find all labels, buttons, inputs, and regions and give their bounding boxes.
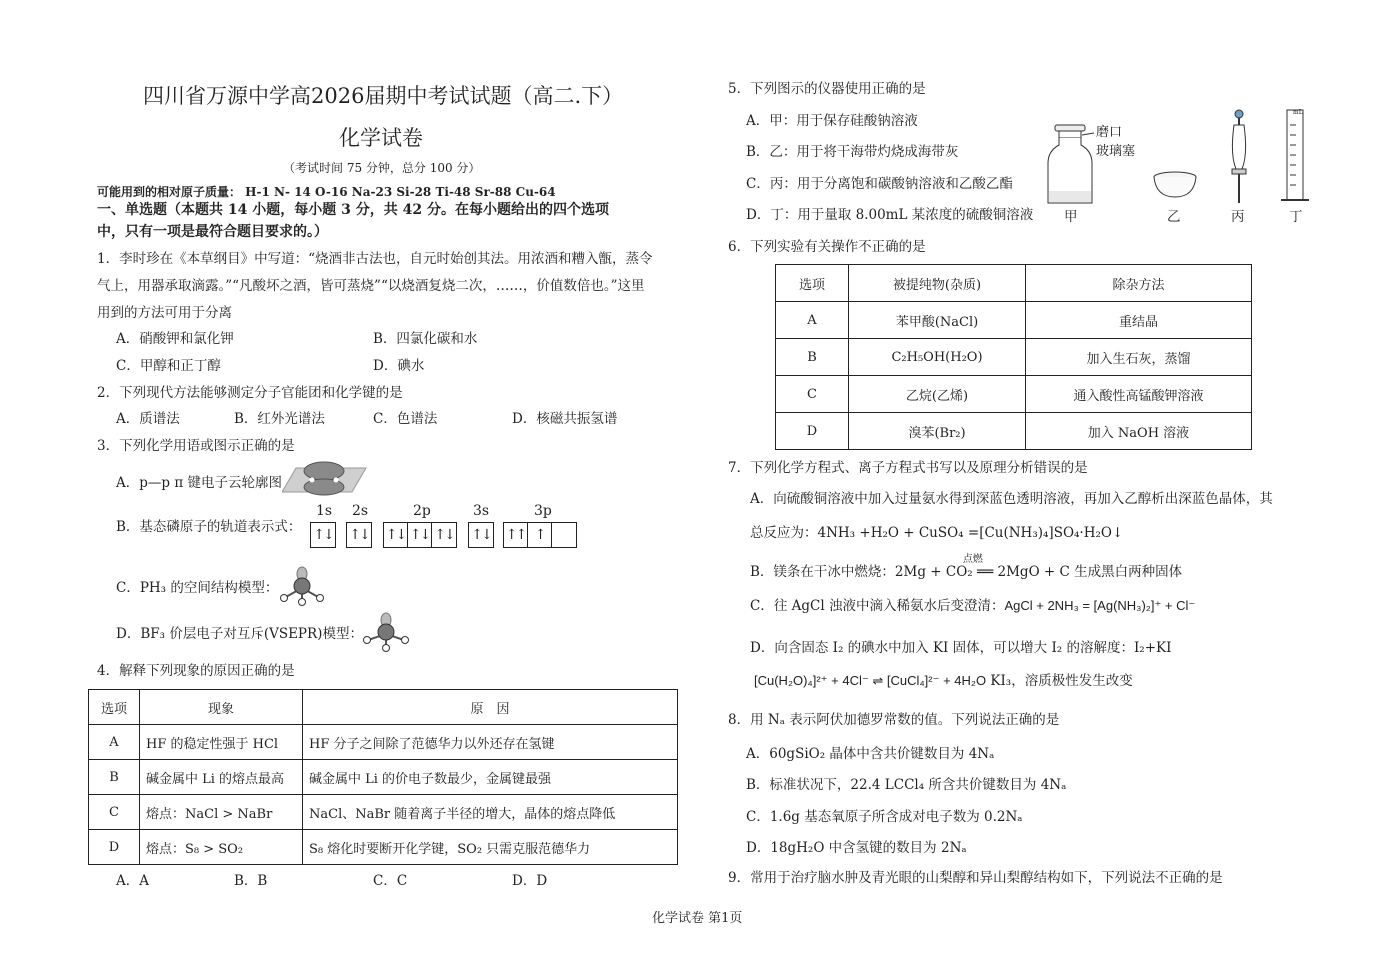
q2-option-b: B．红外光谱法 — [234, 411, 325, 427]
table-header-cell: 被提纯物(杂质) — [849, 265, 1026, 302]
evaporating-dish-icon — [1154, 172, 1196, 197]
q7-option-d-tail: KI₃，溶质极性发生改变 — [990, 673, 1133, 689]
table-header-row — [89, 690, 678, 725]
orbital-cell: ↑↓ — [313, 527, 333, 543]
page-title: 四川省万源中学高2026届期中考试试题（高二.下） — [143, 84, 624, 108]
table-cell: D — [776, 413, 849, 450]
table-cell: B — [776, 339, 849, 376]
q8-option-b: B．标准状况下，22.4 LCCl₄ 所含共价键数目为 4Nₐ — [746, 777, 1067, 793]
q3-stem: 3．下列化学用语或图示正确的是 — [97, 438, 295, 454]
table-cell: 通入酸性高锰酸钾溶液 — [1026, 376, 1252, 413]
table-header-cell: 现象 — [140, 690, 303, 725]
table-cell: S₈ 熔化时要断开化学键，SO₂ 只需克服范德华力 — [303, 830, 678, 865]
reagent-bottle-icon — [1048, 125, 1092, 203]
orbital-cell — [552, 523, 576, 547]
page-footer: 化学试卷 第1页 — [652, 911, 743, 926]
stopper-label-2: 玻璃塞 — [1096, 144, 1136, 159]
orbital-label-3s: 3s — [473, 503, 490, 519]
orbital-cell: ↑↓ — [384, 523, 408, 547]
page-subtitle: 化学试卷 — [339, 126, 423, 150]
table-cell: 溴苯(Br₂) — [849, 413, 1026, 450]
q7-option-b-equation: 2Mg + CO₂ ══ 2MgO + C — [894, 564, 1070, 580]
orbital-label-2p: 2p — [413, 503, 431, 519]
table-row — [89, 795, 678, 830]
table-header-cell: 选项 — [776, 265, 849, 302]
q2-option-d: D．核磁共振氢谱 — [512, 411, 618, 427]
q1-line-3: 用到的方法可用于分离 — [97, 305, 232, 321]
q1-line-1: 1．李时珍在《本草纲目》中写道：“烧酒非古法也，自元时始创其法。用浓酒和糟入甑，蒸令 — [97, 251, 653, 267]
section-heading-1: 一、单选题（本题共 14 小题，每小题 3 分，共 42 分。在每小题给出的四个选项 — [97, 202, 609, 218]
q5-option-b: B．乙：用于将干海带灼烧成海带灰 — [746, 144, 959, 160]
table-cell: HF 的稳定性强于 HCl — [140, 725, 303, 760]
q7-option-b — [750, 554, 1183, 581]
apparatus-label-ding: 丁 — [1289, 209, 1303, 225]
q7-option-d-equation: [Cu(H₂O)₄]²⁺ + 4Cl⁻ ⇌ [CuCl₄]²⁻ + 4H₂O — [754, 673, 987, 688]
q5-stem: 5．下列图示的仪器使用正确的是 — [728, 81, 926, 97]
q9-stem: 9．常用于治疗脑水肿及青光眼的山梨醇和异山梨醇结构如下，下列说法不正确的是 — [728, 870, 1223, 886]
table-cell: C — [89, 795, 140, 830]
table-row — [776, 376, 1252, 413]
q4-stem: 4．解释下列现象的原因正确的是 — [97, 663, 295, 679]
table-cell: NaCl、NaBr 随着离子半径的增大，晶体的熔点降低 — [303, 795, 678, 830]
q4-option-b: B．B — [234, 873, 268, 889]
table-cell: 碱金属中 Li 的熔点最高 — [140, 760, 303, 795]
table-row — [776, 302, 1252, 339]
q4-table — [88, 689, 678, 865]
table-row — [776, 339, 1252, 376]
orbital-box-2p — [383, 522, 457, 548]
table-row — [89, 760, 678, 795]
q2-option-a: A．质谱法 — [116, 411, 180, 427]
separatory-funnel-icon — [1232, 110, 1246, 203]
table-cell: 碱金属中 Li 的价电子数最少，金属键最强 — [303, 760, 678, 795]
q7-option-b-condition: 点燃 — [962, 554, 983, 565]
table-cell: C — [776, 376, 849, 413]
cylinder-unit-label: mL — [1293, 109, 1303, 116]
table-cell: D — [89, 830, 140, 865]
orbital-cell: ↑↓ — [434, 527, 454, 543]
q5-option-a: A．甲：用于保存硅酸钠溶液 — [746, 113, 918, 129]
orbital-cell: ↑ — [528, 523, 552, 547]
q8-option-d: D．18gH₂O 中含氢键的数目为 2Nₐ — [746, 840, 967, 856]
table-header-cell: 除杂方法 — [1026, 265, 1252, 302]
apparatus-label-bing: 丙 — [1231, 209, 1245, 225]
table-header-cell: 选项 — [89, 690, 140, 725]
q3-option-b: B．基态磷原子的轨道表示式： — [116, 519, 302, 535]
table-cell: 重结晶 — [1026, 302, 1252, 339]
apparatus-label-yi: 乙 — [1167, 209, 1181, 225]
q7-option-b-equation-wrap — [894, 554, 1070, 581]
pi-bond-cloud-diagram — [282, 460, 368, 496]
orbital-label-2s: 2s — [352, 503, 369, 519]
orbital-cell: ↑↓ — [408, 523, 432, 547]
q5-option-d: D．丁：用于量取 8.00mL 某浓度的硫酸铜溶液 — [746, 207, 1034, 223]
q7-stem: 7．下列化学方程式、离子方程式书写以及原理分析错误的是 — [728, 460, 1088, 476]
table-row — [776, 413, 1252, 450]
apparatus-label-jia: 甲 — [1064, 209, 1078, 225]
q8-option-c: C．1.6g 基态氧原子所含成对电子数为 0.2Nₐ — [746, 809, 1023, 825]
q4-option-a: A．A — [116, 873, 149, 889]
q7-option-d-line-1: D．向含固态 I₂ 的碘水中加入 KI 固体，可以增大 I₂ 的溶解度：I₂+KI — [750, 640, 1172, 656]
table-row — [89, 830, 678, 865]
stopper-label-1: 磨口 — [1096, 125, 1123, 140]
table-header-cell: 原 因 — [303, 690, 678, 725]
table-cell: A — [89, 725, 140, 760]
q3-option-d: D．BF₃ 价层电子对互斥(VSEPR)模型： — [116, 626, 363, 642]
q7-option-d-line-2 — [754, 672, 1133, 690]
q5-option-c: C．丙：用于分离饱和碳酸钠溶液和乙酸乙酯 — [746, 176, 1013, 192]
table-cell: 苯甲酸(NaCl) — [849, 302, 1026, 339]
section-heading-2: 中，只有一项是最符合题目要求的。） — [97, 224, 328, 240]
graduated-cylinder-icon — [1281, 110, 1309, 200]
orbital-cell: ↑↓ — [471, 527, 491, 543]
table-header-row — [776, 265, 1252, 302]
q4-option-d: D．D — [512, 873, 548, 889]
q4-option-c: C．C — [373, 873, 408, 889]
orbital-cell: ↑↑ — [504, 523, 528, 547]
q7-option-a-line-2: 总反应为：4NH₃ +H₂O + CuSO₄ =[Cu(NH₃)₄]SO₄·H₂O↓ — [750, 525, 1124, 541]
q8-option-a: A．60gSiO₂ 晶体中含共价键数目为 4Nₐ — [746, 746, 995, 762]
q7-option-c-text: C．往 AgCl 浊液中滴入稀氨水后变澄清： — [750, 598, 1005, 614]
q1-option-c: C．甲醇和正丁醇 — [116, 358, 221, 374]
orbital-cell: ↑↓ — [349, 527, 369, 543]
q1-line-2: 气上，用器承取滴露。”“凡酸坏之酒，皆可蒸烧”“以烧酒复烧二次，……，价值数倍也。”这里 — [97, 278, 645, 294]
q7-option-b-text: B．镁条在干冰中燃烧： — [750, 564, 895, 580]
table-cell: 熔点：S₈ > SO₂ — [140, 830, 303, 865]
exam-time-info: （考试时间 75 分钟，总分 100 分） — [283, 161, 481, 175]
table-cell: 熔点：NaCl > NaBr — [140, 795, 303, 830]
ph3-molecule-model — [276, 564, 328, 606]
orbital-box-3p — [503, 522, 577, 548]
q6-stem: 6．下列实验有关操作不正确的是 — [728, 239, 926, 255]
orbital-label-1s: 1s — [316, 503, 333, 519]
q1-option-a: A．硝酸钾和氯化钾 — [116, 331, 234, 347]
bf3-vsepr-model — [360, 610, 412, 652]
q3-option-c: C．PH₃ 的空间结构模型： — [116, 580, 279, 596]
q8-stem: 8．用 Nₐ 表示阿伏加德罗常数的值。下列说法正确的是 — [728, 712, 1060, 728]
table-cell: 加入 NaOH 溶液 — [1026, 413, 1252, 450]
q6-table — [775, 264, 1252, 450]
table-cell: HF 分子之间除了范德华力以外还存在氢键 — [303, 725, 678, 760]
table-row — [89, 725, 678, 760]
table-cell: 加入生石灰，蒸馏 — [1026, 339, 1252, 376]
q2-option-c: C．色谱法 — [373, 411, 438, 427]
q1-option-d: D．碘水 — [373, 358, 425, 374]
orbital-label-3p: 3p — [534, 503, 552, 519]
table-cell: B — [89, 760, 140, 795]
orbital-box-1s — [310, 522, 336, 548]
table-cell: 乙烷(乙烯) — [849, 376, 1026, 413]
atomic-masses: 可能用到的相对原子质量： H-1 N- 14 O-16 Na-23 Si-28 Ti-48 Sr-88 Cu-64 — [97, 185, 556, 199]
orbital-box-3s — [468, 522, 494, 548]
q1-option-b: B．四氯化碳和水 — [373, 331, 478, 347]
q3-option-a: A．p—p π 键电子云轮廓图 — [116, 475, 282, 491]
q2-stem: 2．下列现代方法能够测定分子官能团和化学键的是 — [97, 385, 403, 401]
orbital-box-2s — [346, 522, 372, 548]
table-cell: C₂H₅OH(H₂O) — [849, 339, 1026, 376]
table-cell: A — [776, 302, 849, 339]
q7-option-c-equation: AgCl + 2NH₃ = [Ag(NH₃)₂]⁺ + Cl⁻ — [1004, 598, 1196, 613]
q7-option-a-line-1: A．向硫酸铜溶液中加入过量氨水得到深蓝色透明溶液，再加入乙醇析出深蓝色晶体，其 — [750, 491, 1273, 507]
q7-option-c — [750, 597, 1195, 615]
q7-option-b-tail: 生成黑白两种固体 — [1069, 564, 1183, 580]
